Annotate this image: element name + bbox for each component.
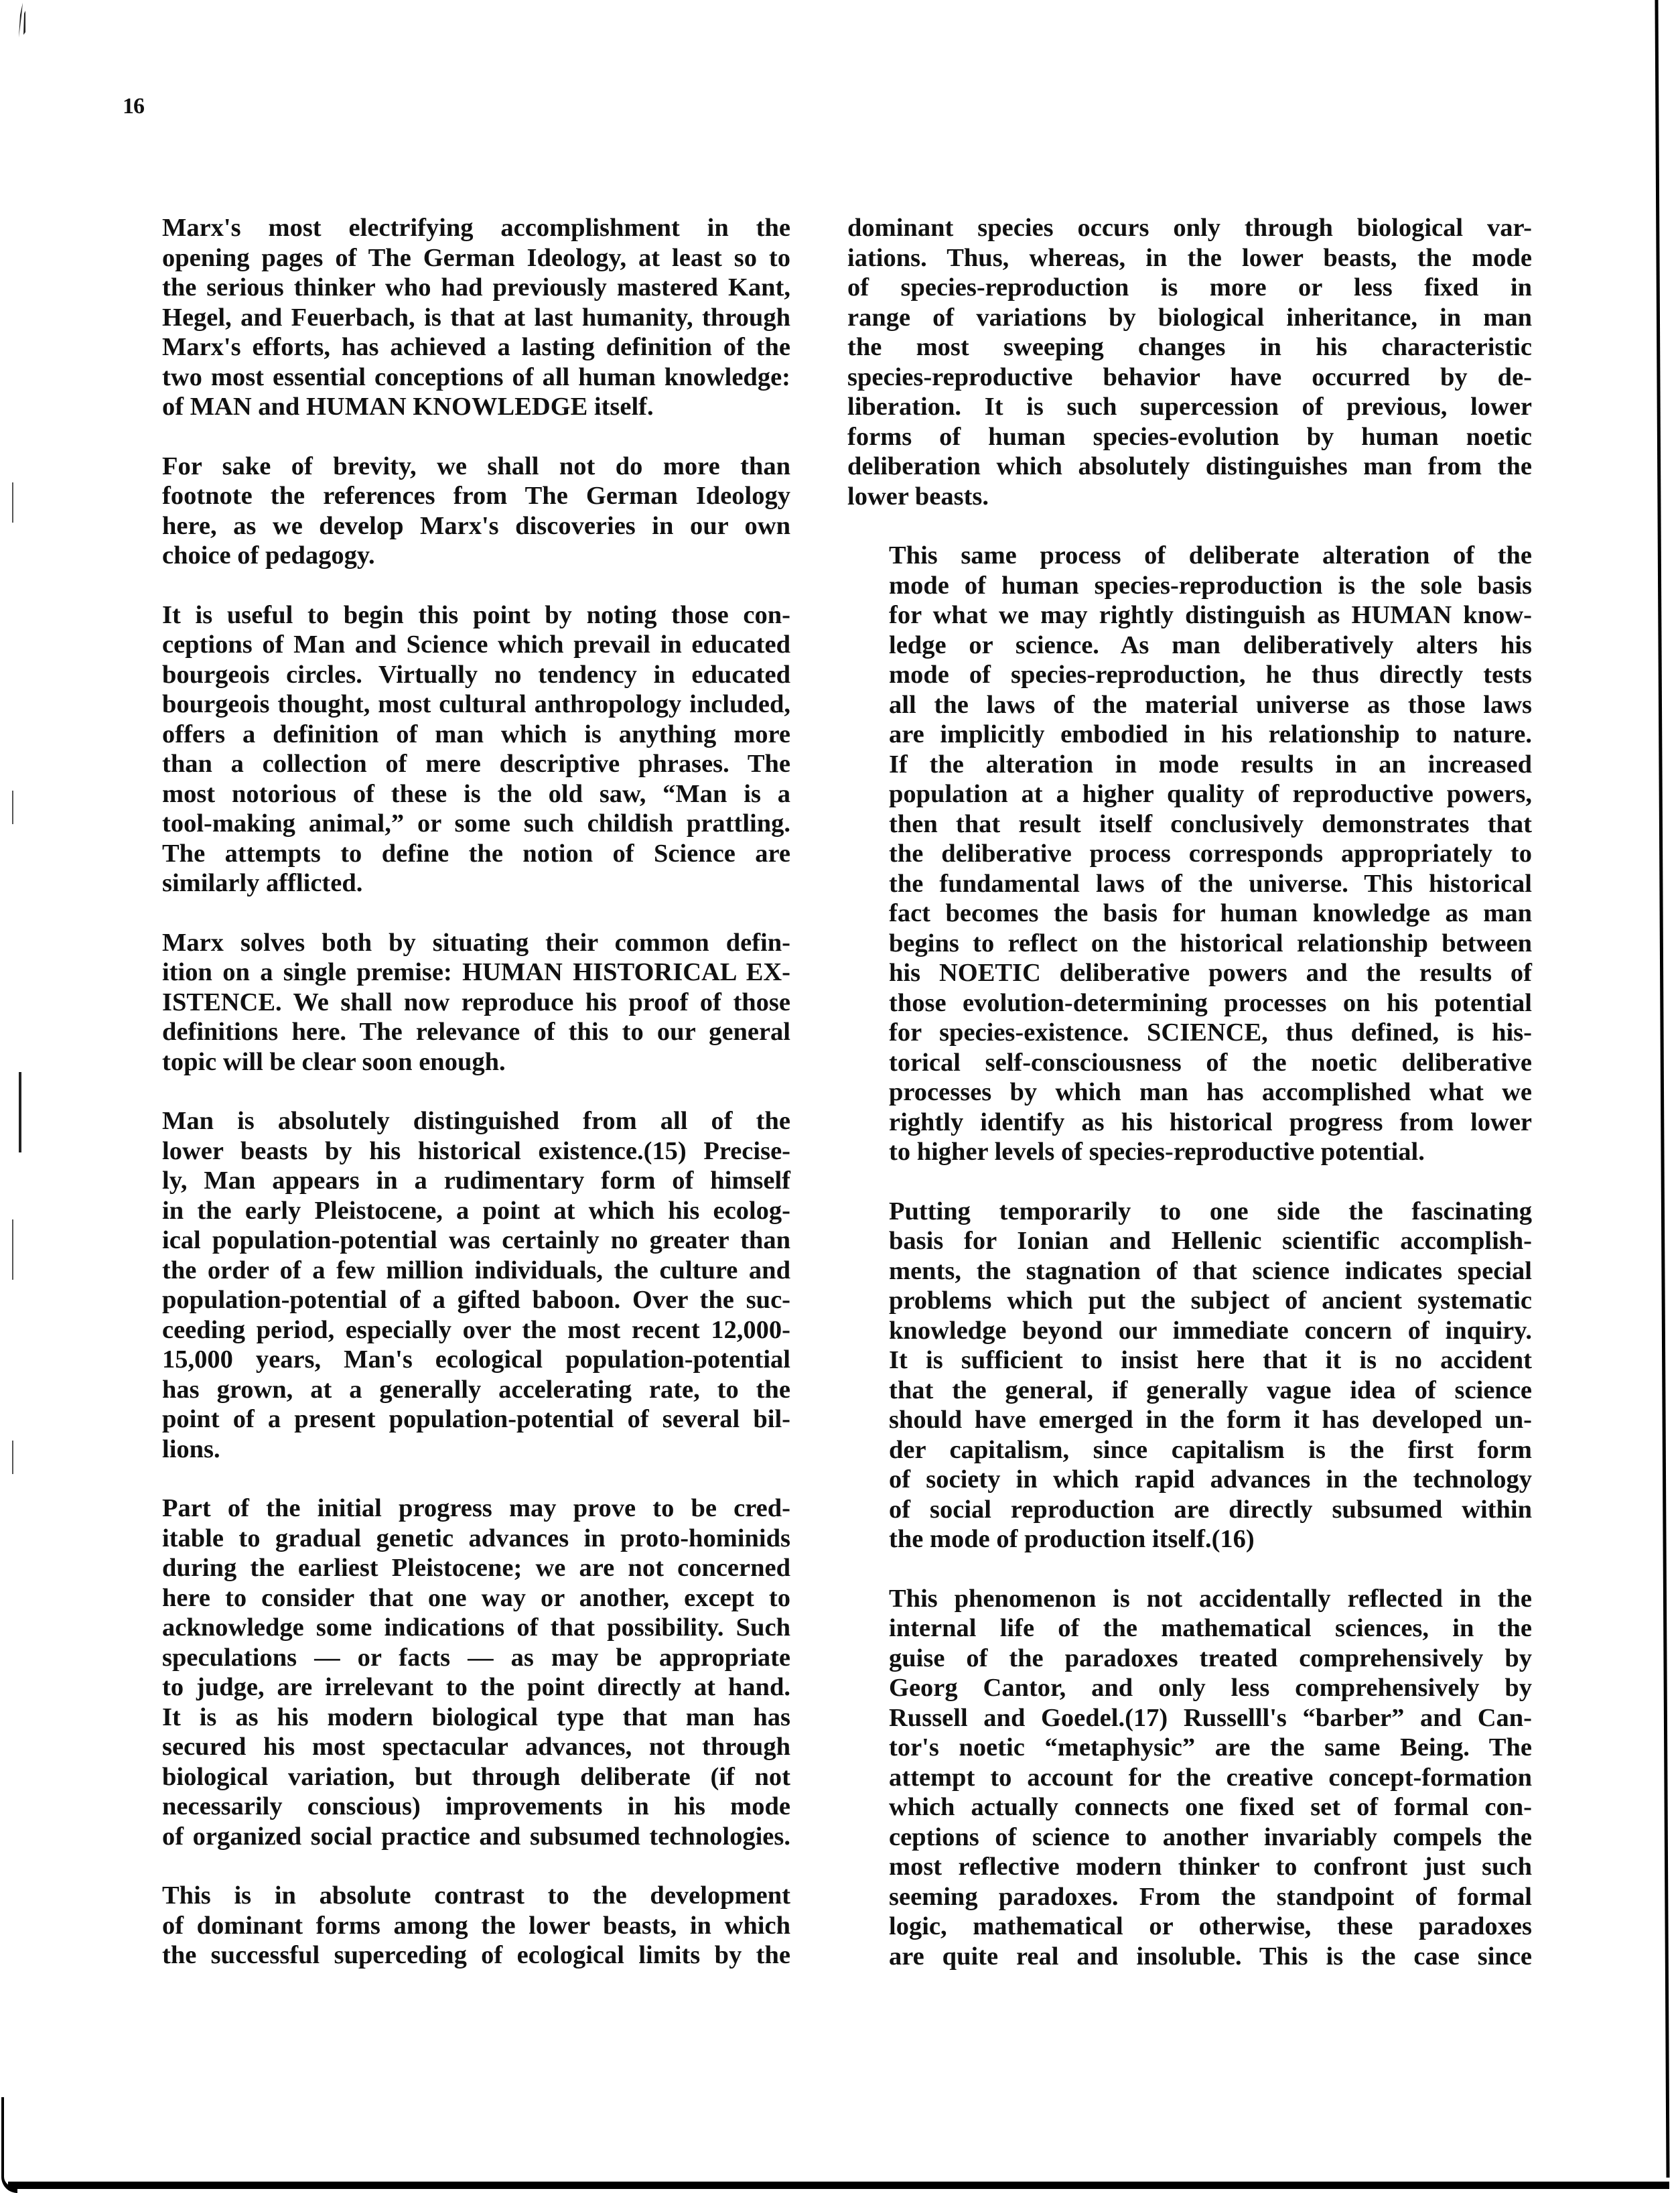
text-line: Man is absolutely distinguished from all of the xyxy=(162,1107,790,1135)
text-line: that the general, if generally vague idea of science xyxy=(889,1376,1532,1404)
text-line: has grown, at a generally accelerating rate, to the xyxy=(162,1375,790,1404)
text-line: biological variation, but through deliberate (if not xyxy=(162,1762,790,1791)
text-line: of social reproduction are directly subsumed within xyxy=(889,1495,1532,1524)
text-line: lions. xyxy=(162,1435,220,1463)
text-line: ments, the stagnation of that science indicates special xyxy=(889,1256,1532,1285)
text-line: of society in which rapid advances in the technology xyxy=(889,1465,1532,1493)
text-line: the most sweeping changes in his characteristic xyxy=(847,333,1532,361)
paragraph xyxy=(121,928,790,1077)
text-line: ition on a single premise: HUMAN HISTORICAL EX- xyxy=(162,958,790,986)
text-line: of organized social practice and subsumed technologies. xyxy=(162,1822,790,1851)
text-line: population at a higher quality of reproductive powers, xyxy=(889,780,1532,808)
left-column xyxy=(121,213,790,2000)
text-line: torical self-consciousness of the noetic deliberative xyxy=(889,1048,1532,1077)
text-line: secured his most spectacular advances, not through xyxy=(162,1733,790,1761)
scan-speckle xyxy=(12,482,13,523)
text-line: Marx solves both by situating their common defin- xyxy=(162,928,790,957)
text-line: mode of species-reproduction, he thus directly tests xyxy=(889,661,1532,689)
text-line: rightly identify as his historical progress from lower xyxy=(889,1108,1532,1136)
text-line: most reflective modern thinker to confront just such xyxy=(889,1853,1532,1881)
text-line: der capitalism, since capitalism is the first form xyxy=(889,1435,1532,1464)
text-line: the fundamental laws of the universe. This historical xyxy=(889,869,1532,898)
text-line: processes by which man has accomplished what we xyxy=(889,1078,1532,1106)
text-line: It is sufficient to insist here that it is no accident xyxy=(889,1346,1532,1374)
text-line: here, as we develop Marx's discoveries in our own xyxy=(162,511,790,540)
text-line: point of a present population-potential of several bil- xyxy=(162,1405,790,1433)
text-line: similarly afflicted. xyxy=(162,869,363,897)
text-line: bourgeois circles. Virtually no tendency in educated xyxy=(162,660,790,689)
text-line: ledge or science. As man deliberatively alters his xyxy=(889,630,1532,659)
text-line: necessarily conscious) improvements in his mode xyxy=(162,1792,790,1820)
scan-edge-bottom xyxy=(8,2182,1669,2189)
scan-speckle xyxy=(12,1441,13,1474)
text-line: species-reproductive behavior have occurred by de- xyxy=(847,362,1532,391)
text-line: ical population-potential was certainly no greater than xyxy=(162,1226,790,1254)
page-number: 16 xyxy=(123,94,144,119)
text-line: Marx's most electrifying accomplishment in the xyxy=(162,214,790,242)
text-line: Russell and Goedel.(17) Russelll's “barber” and Can- xyxy=(889,1703,1532,1732)
text-line: topic will be clear soon enough. xyxy=(162,1047,506,1076)
text-line: Putting temporarily to one side the fascinating xyxy=(889,1197,1532,1225)
text-line: liberation. It is such supercession of previous, lower xyxy=(847,393,1532,421)
text-line: the successful superceding of ecological limits by the xyxy=(162,1941,790,1969)
paragraph-continuation xyxy=(847,213,1532,511)
text-line: the mode of production itself.(16) xyxy=(889,1525,1255,1553)
text-line: guise of the paradoxes treated comprehensively by xyxy=(889,1644,1532,1672)
paragraph xyxy=(121,600,790,899)
text-line: all the laws of the material universe as those laws xyxy=(889,690,1532,719)
text-line: iations. Thus, whereas, in the lower beasts, the mode xyxy=(847,243,1532,272)
text-line: to higher levels of species-reproductive potential. xyxy=(889,1138,1425,1166)
text-line: choice of pedagogy. xyxy=(162,541,375,570)
text-line: dominant species occurs only through biological var- xyxy=(847,214,1532,242)
text-line: speculations — or facts — as may be appropriate xyxy=(162,1643,790,1672)
text-line: two most essential conceptions of all human knowledge: xyxy=(162,362,790,391)
text-line: to judge, are irrelevant to the point directly at hand. xyxy=(162,1673,790,1701)
text-line: which actually connects one fixed set of formal con- xyxy=(889,1793,1532,1821)
text-line: seeming paradoxes. From the standpoint of formal xyxy=(889,1882,1532,1911)
text-line: ceptions of science to another invariably compels the xyxy=(889,1822,1532,1851)
text-line: If the alteration in mode results in an increased xyxy=(889,750,1532,779)
text-line: forms of human species-evolution by human noetic xyxy=(847,422,1532,451)
scan-edge-right xyxy=(1655,0,1669,2178)
paragraph xyxy=(847,541,1532,1167)
text-line: should have emerged in the form it has developed un- xyxy=(889,1406,1532,1434)
text-line: internal life of the mathematical sciences, in the xyxy=(889,1614,1532,1642)
text-line: range of variations by biological inheritance, in man xyxy=(847,303,1532,332)
text-line: It is useful to begin this point by noting those con- xyxy=(162,600,790,629)
text-line: for species-existence. SCIENCE, thus defined, is his- xyxy=(889,1018,1532,1047)
scan-speckle xyxy=(19,1072,21,1152)
text-line: opening pages of The German Ideology, at least so to xyxy=(162,243,790,272)
text-line: 15,000 years, Man's ecological population-potential xyxy=(162,1345,790,1374)
text-line: bourgeois thought, most cultural anthropology included, xyxy=(162,690,790,718)
text-line: Part of the initial progress may prove to be cred- xyxy=(162,1494,790,1522)
text-line: It is as his modern biological type that man has xyxy=(162,1703,790,1731)
text-line: the deliberative process corresponds appropriately to xyxy=(889,840,1532,868)
text-line: ly, Man appears in a rudimentary form of himself xyxy=(162,1167,790,1195)
text-line: here to consider that one way or another, except to xyxy=(162,1583,790,1612)
text-line: lower beasts. xyxy=(847,482,989,511)
text-line: are quite real and insoluble. This is the case since xyxy=(889,1942,1532,1971)
text-line: tor's noetic “metaphysic” are the same Being. The xyxy=(889,1733,1532,1762)
text-line: those evolution-determining processes on his potential xyxy=(889,988,1532,1017)
text-line: in the early Pleistocene, a point at which his ecolog- xyxy=(162,1196,790,1225)
paragraph xyxy=(121,1881,790,1971)
text-line: problems which put the subject of ancient systematic xyxy=(889,1286,1532,1315)
scan-speckle xyxy=(12,1219,13,1280)
text-line: acknowledge some indications of that possibility. Such xyxy=(162,1613,790,1642)
text-line: footnote the references from The German Ideology xyxy=(162,482,790,510)
text-line: begins to reflect on the historical relationship between xyxy=(889,929,1532,957)
scan-speckle xyxy=(12,791,13,824)
text-line: Marx's efforts, has achieved a lasting definition of the xyxy=(162,333,790,361)
text-line: Georg Cantor, and only less comprehensively by xyxy=(889,1674,1532,1702)
text-line: deliberation which absolutely distinguishes man from the xyxy=(847,452,1532,480)
text-line: fact becomes the basis for human knowledge as man xyxy=(889,899,1532,927)
scan-artifact-mark xyxy=(13,1,28,39)
right-column xyxy=(847,213,1532,2001)
text-line: ceptions of Man and Science which prevail in educated xyxy=(162,630,790,659)
text-line: knowledge beyond our immediate concern of inquiry. xyxy=(889,1316,1532,1345)
text-line: most notorious of these is the old saw, “Man is a xyxy=(162,779,790,808)
text-line: offers a definition of man which is anything more xyxy=(162,720,790,748)
text-line: of MAN and HUMAN KNOWLEDGE itself. xyxy=(162,393,654,421)
text-line: logic, mathematical or otherwise, these paradoxes xyxy=(889,1912,1532,1940)
text-line: for what we may rightly distinguish as HUMAN know- xyxy=(889,601,1532,629)
text-line: tool-making animal,” or some such childish prattling. xyxy=(162,809,790,838)
text-line: mode of human species-reproduction is the sole basis xyxy=(889,571,1532,600)
text-line: This phenomenon is not accidentally reflected in the xyxy=(889,1584,1532,1613)
paragraph xyxy=(121,213,790,422)
text-line: ISTENCE. We shall now reproduce his proof of those xyxy=(162,988,790,1016)
text-line: then that result itself conclusively demonstrates that xyxy=(889,809,1532,838)
text-line: basis for Ionian and Hellenic scientific accomplish- xyxy=(889,1227,1532,1255)
text-line: during the earliest Pleistocene; we are not concerned xyxy=(162,1554,790,1582)
text-line: definitions here. The relevance of this to our general xyxy=(162,1018,790,1046)
text-line: This is in absolute contrast to the development xyxy=(162,1881,790,1910)
scan-edge-corner xyxy=(1,2097,17,2193)
text-line: lower beasts by his historical existence.(15) Precise- xyxy=(162,1136,790,1165)
text-line: For sake of brevity, we shall not do more than xyxy=(162,452,790,480)
text-line: Hegel, and Feuerbach, is that at last humanity, through xyxy=(162,303,790,332)
text-line: The attempts to define the notion of Science are xyxy=(162,839,790,868)
text-line: his NOETIC deliberative powers and the results of xyxy=(889,959,1532,987)
text-line: the serious thinker who had previously mastered Kant, xyxy=(162,273,790,302)
text-line: are implicitly embodied in his relationship to nature. xyxy=(889,720,1532,748)
text-line: attempt to account for the creative concept-formation xyxy=(889,1763,1532,1792)
text-line: ceeding period, especially over the most recent 12,000- xyxy=(162,1315,790,1344)
text-line: the order of a few million individuals, the culture and xyxy=(162,1256,790,1284)
text-line: population-potential of a gifted baboon. Over the suc- xyxy=(162,1286,790,1314)
paragraph xyxy=(121,1493,790,1851)
text-line: of species-reproduction is more or less fixed in xyxy=(847,273,1532,302)
paragraph xyxy=(121,1106,790,1464)
paragraph xyxy=(121,452,790,571)
text-line: itable to gradual genetic advances in proto-hominids xyxy=(162,1524,790,1552)
text-line: This same process of deliberate alteration of the xyxy=(889,541,1532,570)
paragraph xyxy=(847,1584,1532,1972)
paragraph xyxy=(847,1197,1532,1554)
text-line: of dominant forms among the lower beasts, in which xyxy=(162,1911,790,1940)
text-line: than a collection of mere descriptive phrases. The xyxy=(162,750,790,778)
